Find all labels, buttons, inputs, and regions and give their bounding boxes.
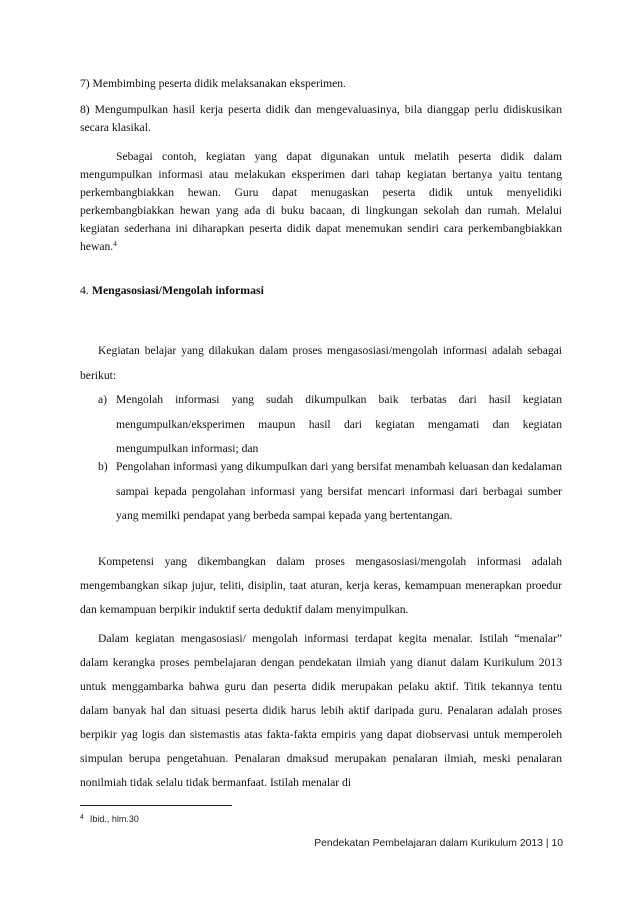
- list-item-text: Pengolahan informasi yang dikumpulkan dari yang bersifat menambah keluasan dan kedalaman sampai kepada pengolahan informasi yang bersifat mencari informasi dari berbagai sumber yang memilki pendapat yang berbeda sampai kepada yang bertentangan.: [116, 460, 562, 523]
- list-item-marker: a): [98, 393, 108, 406]
- list-item-text: Mengolah informasi yang sudah dikumpulkan baik terbatas dari hasil kegiatan mengumpulkan/eksperimen maupun hasil dari kegiatan mengamati dan kegiatan mengumpulkan informasi; dan: [116, 393, 562, 456]
- footnote: [80, 814, 139, 824]
- list-item: [98, 388, 562, 462]
- section-heading: [80, 282, 264, 298]
- section-title: Mengasosiasi/Mengolah informasi: [91, 283, 264, 297]
- page-footer: Pendekatan Pembelajaran dalam Kurikulum 2013 | 10: [314, 838, 563, 849]
- footnote-reference: 4: [113, 239, 117, 248]
- reasoning-paragraph: Dalam kegiatan mengasosiasi/ mengolah informasi terdapat kegita menalar. Istilah “menalar” dalam kerangka proses pembelajaran dengan pendekatan ilmiah yang dianut dalam Kurikulum 2013 untuk menggambarka bahwa guru dan peserta didik merupakan pelaku aktif. Titik tekannya tentu dalam banyak hal dan situasi peserta didik harus lebih aktif daripada guru. Penalaran adalah proses berpikir yag logis dan sistemastis atas fakta-fakta empiris yang dapat diobservasi untuk memperoleh simpulan berupa pengetahuan. Penalaran dmaksud merupakan penalaran ilmiah, meski penalaran nonilmiah tidak selalu tidak bermanfaat. Istilah menalar di: [80, 632, 562, 789]
- example-paragraph-text: Sebagai contoh, kegiatan yang dapat digunakan untuk melatih peserta didik dalam mengumpulkan informasi atau melakukan eksperimen dari tahap kegiatan bertanya yaitu tentang perkembangbiakkan hewan. Guru dapat menugaskan peserta didik untuk menyelidiki perkembangbiakkan hewan yang ada di buku bacaan, di lingkungan sekolah dan rumah. Melalui kegiatan sederhana ini diharapkan peserta didik dapat menemukan sendiri cara perkembangbiakkan hewan.: [80, 150, 562, 253]
- step-8-paragraph: 8) Mengumpulkan hasil kerja peserta didik dan mengevaluasinya, bila dianggap perlu didiskusikan secara klasikal.: [80, 103, 562, 134]
- footnote-text: Ibid., hlm.30: [89, 814, 139, 824]
- footnote-divider: [80, 805, 232, 806]
- competence-paragraph: Kompetensi yang dikembangkan dalam proses mengasosiasi/mengolah informasi adalah mengembangkan sikap jujur, teliti, disiplin, taat aturan, kerja keras, kemampuan menerapkan proedur dan kemampuan berpikir induktif serta deduktif dalam menyimpulkan.: [80, 555, 562, 616]
- list-item-marker: b): [98, 460, 108, 473]
- example-paragraph: [80, 148, 562, 256]
- footnote-number: 4: [80, 814, 84, 821]
- step-7-line: 7) Membimbing peserta didik melaksanakan eksperimen.: [80, 77, 346, 90]
- list-item: [98, 455, 562, 555]
- section-number: 4.: [80, 283, 89, 297]
- intro-paragraph: Kegiatan belajar yang dilakukan dalam proses mengasosiasi/mengolah informasi adalah sebagai berikut:: [80, 344, 562, 382]
